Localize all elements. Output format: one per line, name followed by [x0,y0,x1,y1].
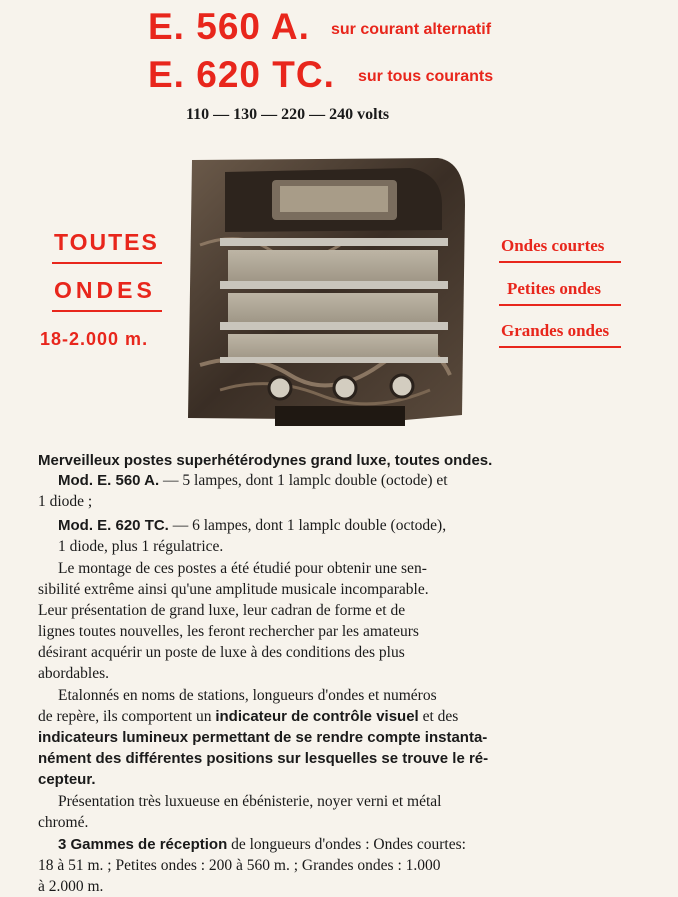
band-underline-1 [499,261,621,263]
model1-title: E. 560 A. [148,6,310,47]
mod1-label: Mod. E. 560 A. [58,472,160,489]
grille-panel-2 [228,293,438,323]
paragraph-line: Le montage de ces postes a été étudié pour obtenir une sen- [58,560,427,577]
intro-line: Merveilleux postes superhétérodynes grand luxe, toutes ondes. [38,452,493,469]
grille-panel-3 [228,334,438,360]
knob-icon [269,377,291,399]
voltage-line: 110 — 130 — 220 — 240 volts [186,106,390,123]
ondes-label: ONDES [54,277,156,303]
paragraph-line: nément des différentes positions sur lesquelles se trouve le ré- [38,750,489,767]
knob-icon [334,377,356,399]
model1-subtitle: sur courant alternatif [331,21,492,38]
toutes-underline [52,262,162,264]
band-underline-2 [499,304,621,306]
mod2-text-cont: 1 diode, plus 1 régulatrice. [58,538,224,555]
knob-icon [391,375,413,397]
band-underline-3 [499,346,621,348]
paragraph-line: Etalonnés en noms de stations, longueurs d'ondes et numéros [58,687,437,704]
ondes-underline [52,310,162,312]
mod2-line [58,515,446,536]
band-grandes-ondes: Grandes ondes [501,321,610,340]
range-label: 18-2.000 m. [40,329,149,349]
mod1-text: — 5 lampes, dont 1 lamplc double (octode) et [163,472,448,489]
paragraph-line: 3 Gammes de réception de longueurs d'ondes : Ondes courtes: [58,836,466,853]
paragraph-line: lignes toutes nouvelles, les feront rechercher par les amateurs [38,623,419,640]
mod2-label: Mod. E. 620 TC. [58,517,169,534]
mod2-text: — 6 lampes, dont 1 lamplc double (octode), [172,517,447,534]
indicator-visual-text: indicateur de contrôle visuel [215,708,419,725]
paragraph-line: chromé. [38,814,89,831]
band-ondes-courtes: Ondes courtes [501,236,605,255]
paragraph-line: Présentation très luxueuse en ébénisterie, noyer verni et métal [58,793,442,810]
grille-panel-1 [228,250,438,282]
band-petites-ondes: Petites ondes [507,279,601,298]
model2-subtitle: sur tous courants [358,68,494,85]
gammes-label: 3 Gammes de réception [58,836,228,853]
paragraph-line: sibilité extrême ainsi qu'une amplitude musicale incomparable. [38,581,429,598]
paragraph-line: indicateurs lumineux permettant de se rendre compte instanta- [38,729,488,746]
paragraph-line: à 2.000 m. [38,878,104,895]
paragraph-line: cepteur. [38,771,96,788]
model2-title: E. 620 TC. [148,54,335,95]
radio-illustration [180,150,470,435]
paragraph-line: Leur présentation de grand luxe, leur cadran de forme et de [38,602,406,619]
paragraph-line: désirant acquérir un poste de luxe à des conditions des plus [38,644,405,661]
mod1-text-cont: 1 diode ; [38,493,93,510]
paragraph-line: de repère, ils comportent un indicateur de contrôle visuel et des [38,708,459,725]
mod1-line [58,470,448,491]
paragraph-line: abordables. [38,665,110,682]
toutes-label: TOUTES [54,229,159,255]
paragraph-line: 18 à 51 m. ; Petites ondes : 200 à 560 m. ; Grandes ondes : 1.000 [38,857,441,874]
